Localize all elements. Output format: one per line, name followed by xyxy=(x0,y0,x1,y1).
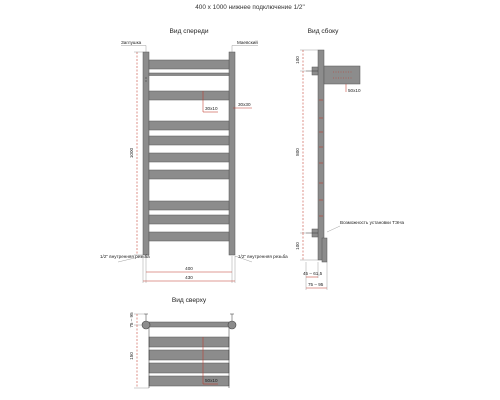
front-view-caption: Вид спереди xyxy=(169,28,209,35)
thread-left-label: 1/2" внутренняя резьба xyxy=(100,254,150,259)
side-profile-dim: 50х10 xyxy=(348,88,361,93)
top-shelf-bar xyxy=(149,337,229,347)
mayevsky-label: Маевский xyxy=(237,40,258,45)
crossbar xyxy=(149,153,229,162)
crossbar xyxy=(149,136,229,145)
crossbar xyxy=(149,60,229,69)
crossbar xyxy=(149,201,229,210)
height-dim: 1000 xyxy=(129,147,134,159)
crossbar xyxy=(149,121,229,130)
crossbar xyxy=(149,232,229,241)
top-view xyxy=(129,297,236,388)
crossbar xyxy=(149,91,229,100)
side-view-caption: Вид сбоку xyxy=(307,28,339,35)
bottom-offset-dim: 100 xyxy=(295,242,300,250)
thread-right-label: 1/2" внутренняя резьба xyxy=(238,254,288,259)
front-view xyxy=(100,28,288,283)
top-offset-dim: 75 – 95 xyxy=(129,312,134,328)
bar-dim: 30х10 xyxy=(205,106,218,111)
top-profile-dim: 50х10 xyxy=(205,378,218,383)
side-rail xyxy=(318,50,324,260)
connection-pipe xyxy=(322,238,327,262)
top-offset-dim: 100 xyxy=(295,56,300,64)
top-shelf-bar xyxy=(149,350,229,360)
side-view xyxy=(295,27,405,290)
rail-dim: 30х30 xyxy=(238,102,251,107)
crossbar xyxy=(149,73,229,76)
plug-label: Заглушка xyxy=(121,40,142,45)
total-width-dim: 430 xyxy=(185,275,193,280)
left-rail xyxy=(143,52,149,255)
top-shelf-bar xyxy=(149,363,229,373)
drawing-title: 400 х 1000 нижнее подключение 1/2" xyxy=(195,4,305,11)
right-rail xyxy=(229,52,235,255)
ten-note: Возможность установки ТЭНа xyxy=(340,220,405,225)
top-depth-dim: 150 xyxy=(129,352,134,360)
middle-height-dim: 800 xyxy=(295,148,300,156)
top-crossbar xyxy=(146,322,232,327)
top-view-caption: Вид сверху xyxy=(171,297,207,304)
top-bracket xyxy=(324,66,360,84)
crossbar xyxy=(149,215,229,224)
axis-width-dim: 400 xyxy=(185,266,193,271)
side-depth-dim-2: 75 – 95 xyxy=(308,282,324,287)
crossbar xyxy=(149,170,229,179)
side-depth-dim-1: 45 – 61,5 xyxy=(303,271,323,276)
